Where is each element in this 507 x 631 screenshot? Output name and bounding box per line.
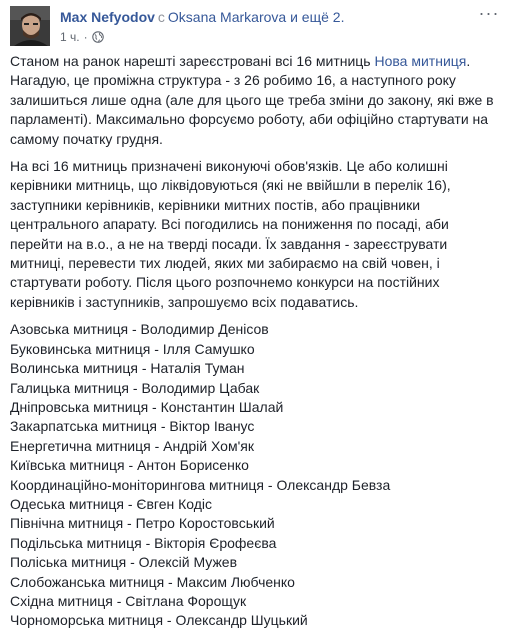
- with-connector: с: [157, 9, 165, 25]
- author-name-link[interactable]: Max Nefyodov: [60, 9, 155, 25]
- customs-list: [10, 320, 498, 631]
- customs-list-item: Північна митниця - Петро Коростовський: [10, 515, 275, 532]
- customs-list-item: Дніпровська митниця - Константин Шалай: [10, 398, 284, 415]
- customs-list-item: Поліська митниця - Олексій Мужев: [10, 554, 238, 571]
- author-avatar[interactable]: [10, 6, 50, 46]
- customs-list-item: Волинська митниця - Наталія Туман: [10, 360, 245, 377]
- paragraph-1-end: . Нагадую, це проміжна структура - з 26 робимо 16, а наступного року залишиться лише одна (але для цього ще треба зміни до закону, які вже в парламенті). Максимально форсуємо роботу, аби офіційно стартувати на самому початку грудня.: [10, 53, 494, 147]
- ellipsis-icon: ···: [478, 3, 500, 23]
- customs-list-item: Київська митниця - Антон Борисенко: [10, 457, 249, 474]
- avatar-photo: [10, 6, 50, 46]
- meta-separator: ·: [83, 30, 88, 44]
- customs-list-item: Енергетична митниця - Андрій Хом'як: [10, 437, 254, 454]
- paragraph-2: На всі 16 митниць призначені виконуючі обов'язків. Це або колишні керівники митниць, що ліквідовуються (які не ввійшли в перелік 16), заступники керівників, керівники митних постів, або працівники центрального апарату. Всі погодились на пониження по посаді, аби перейти на в.о., а не на тверді посади. Їх завдання - зареєструвати митниці, перевести тих людей, яких ми забираємо на свій човен, і стартувати роботу. Після цього розпочнемо конкурси на постійних керівників і заступників, запрошуємо всіх подаватись.: [10, 158, 451, 310]
- post-meta: [60, 30, 104, 44]
- customs-list-item: Буковинська митниця - Ілля Самушко: [10, 340, 255, 357]
- customs-list-item: Східна митниця - Світлана Форощук: [10, 592, 247, 609]
- customs-list-item: Азовська митниця - Володимир Денісов: [10, 321, 269, 338]
- tagged-user-link[interactable]: Oksana Markarova: [167, 9, 287, 25]
- customs-list-item: Слобожанська митниця - Максим Любченко: [10, 573, 295, 590]
- customs-list-item: Подільська митниця - Вікторія Єрофеєва: [10, 534, 277, 551]
- customs-list-item: Чорноморська митниця - Олександр Шуцький: [10, 612, 308, 629]
- customs-list-item: Галицька митниця - Володимир Цабак: [10, 379, 260, 396]
- globe-icon[interactable]: [92, 31, 104, 43]
- tagged-more-link[interactable]: и ещё 2.: [290, 9, 345, 25]
- author-line: [60, 9, 344, 26]
- post-body: [10, 52, 498, 631]
- more-options-button[interactable]: [478, 3, 500, 24]
- customs-list-item: Закарпатська митниця - Віктор Іванус: [10, 418, 255, 435]
- customs-list-item: Координаційно-моніторингова митниця - Олександр Бевза: [10, 476, 391, 493]
- post-timestamp[interactable]: 1 ч.: [60, 30, 80, 44]
- paragraph-1-start: Станом на ранок нарешті зареєстровані всі 16 митниць: [10, 53, 375, 69]
- nova-mytnytsia-link[interactable]: Нова митниця: [374, 53, 467, 69]
- paragraph-1: [10, 52, 498, 149]
- post-header: [10, 3, 500, 46]
- customs-list-item: Одеська митниця - Євген Кодіс: [10, 495, 213, 512]
